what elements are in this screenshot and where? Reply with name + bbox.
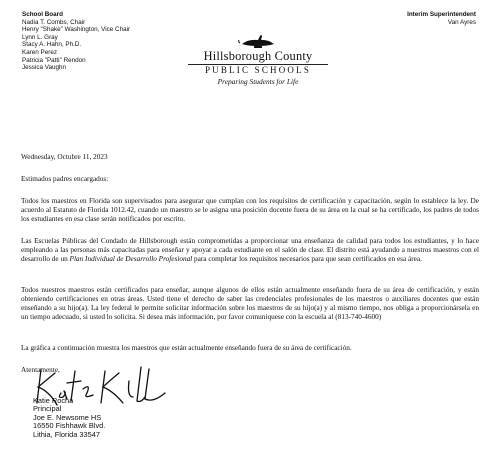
paragraph-text: para completar los requisitos necesarios para que sean certificados en esa área. — [192, 255, 422, 264]
board-member: Patricia "Patti" Rendon — [22, 56, 86, 64]
board-member: Henry "Shake" Washington, Vice Chair — [22, 26, 131, 34]
school-board-list — [22, 11, 130, 72]
paragraph-text: Las Escuelas Públicas del Condado de Hillsborough están comprometidas a proporcionar una enseñanza de calidad para todos los estudiantes, y lo hace empleando a las personas más capacitadas para enseñar y apoyar a cada estudiante en el salón de clase. El distrito está ayudando a nuestros maestros con el desarrollo de un — [21, 237, 479, 264]
letter-greeting: Estimados padres encargados: — [21, 175, 109, 183]
letter-paragraph: La gráfica a continuación muestra los maestros que están actualmente enseñando fuera de su área de certificación. — [21, 344, 352, 352]
board-member: Lynn L. Gray — [22, 33, 58, 41]
superintendent-block — [407, 11, 476, 26]
superintendent-name: Van Ayres — [447, 18, 476, 26]
school-city: Lithia, Florida 33547 — [33, 429, 100, 439]
signer-name: Katie Rocha — [33, 396, 74, 405]
signature-block — [33, 397, 105, 439]
logo-tagline: Preparing Students for Life — [217, 77, 299, 86]
plan-name: Plan Individual de Desarrollo Profesional — [69, 255, 193, 264]
letter-paragraph — [21, 237, 479, 264]
board-member: Karen Perez — [22, 48, 58, 56]
school-address: 16550 Fishhawk Blvd. — [33, 421, 106, 431]
board-member: Jessica Vaughn — [22, 64, 66, 72]
oil-lamp-icon — [238, 34, 278, 48]
letter-paragraph: Todos los maestros en Florida son supervisados para asegurar que cumplan con los requisitos de certificación y capacitación, según lo establece la ley. De acuerdo al Estatuto de Florida 1012.42, cuando un maestro se le asigna una posición docente fuera de su área en la cual se ha certificado, los padres de todos los estudiantes en esa clase serán notificados por escrito. — [21, 197, 479, 224]
logo-subtitle: PUBLIC SCHOOLS — [204, 65, 312, 75]
board-member: Stacy A. Hahn, Ph.D. — [22, 41, 82, 49]
school-name: Joe E. Newsome HS — [33, 412, 102, 422]
school-board-heading: School Board — [22, 11, 63, 18]
logo-district-name: Hillsborough County — [203, 49, 313, 63]
board-member: Nadia T. Combs, Chair — [22, 18, 86, 26]
signer-title: Principal — [33, 404, 62, 414]
letter-date: Wednesday, Octubre 11, 2023 — [21, 153, 108, 161]
superintendent-heading: Interim Superintendent — [407, 11, 476, 18]
letter-closing: Atentamente, — [21, 366, 60, 374]
letter-paragraph: Todos nuestros maestros están certificados para enseñar, aunque algunos de ellos están actualmente enseñando fuera de su área de certificación, y están obteniendo certificaciones en otras áreas. Usted tiene el derecho de saber las credenciales profesionales de los maestros o auxiliares docentes que están enseñando a su hijo(a). La ley federal le permite solicitar información sobre los maestros de su hijo(a) y al mismo tiempo, nos obliga a proporcionársela en un tiempo adecuado, si usted lo solicita. Si desea más información, por favor comuníquese con la escuela al (813-740-4600) — [21, 286, 479, 322]
